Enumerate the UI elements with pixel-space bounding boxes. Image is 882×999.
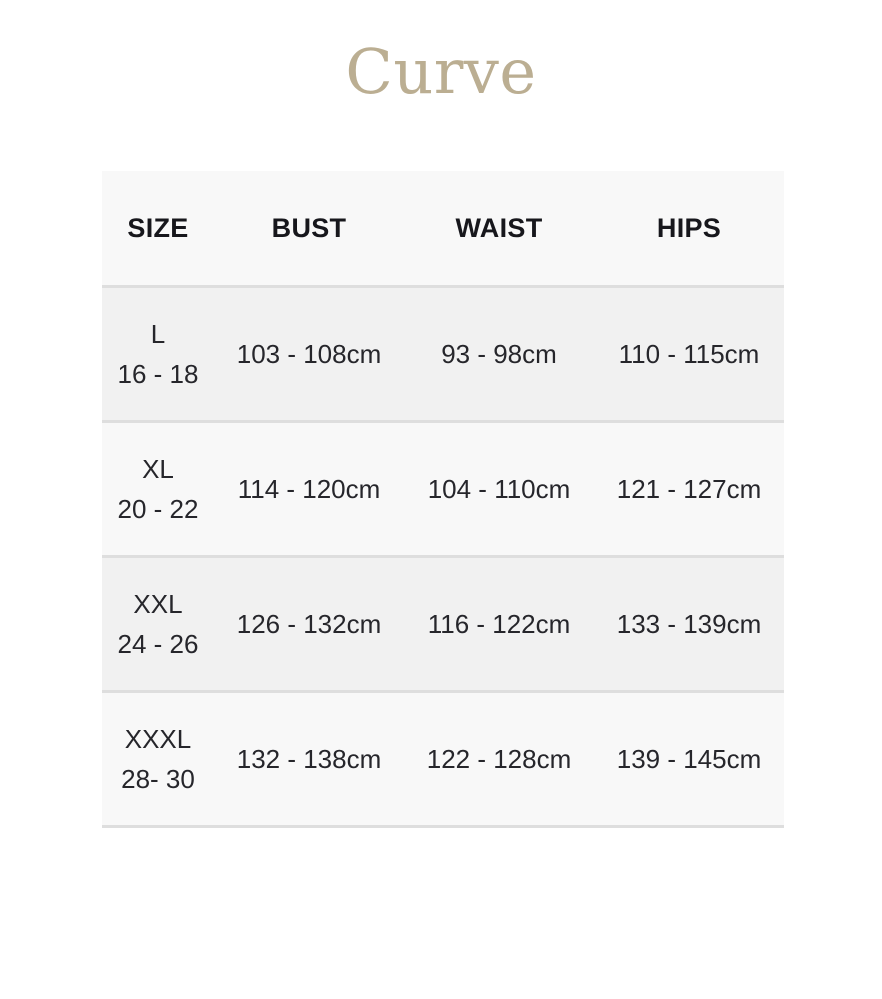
hips-value: 121 - 127cm [616,473,762,504]
uk-size-range: 16 - 18 [117,359,199,389]
size-cell [102,584,214,664]
header-size: SIZE [127,212,189,243]
bust-value: 103 - 108cm [236,338,382,369]
hips-value: 133 - 139cm [616,608,762,639]
uk-size-range: 24 - 26 [117,629,199,659]
table-row [102,558,784,693]
page-title: Curve [345,35,537,108]
size-label: XL [142,454,174,484]
table-row [102,693,784,828]
bust-value: 132 - 138cm [236,743,382,774]
waist-value: 93 - 98cm [441,338,557,369]
waist-value: 116 - 122cm [427,608,571,639]
size-label: XXL [133,589,183,619]
hips-value: 110 - 115cm [618,338,760,369]
bust-value: 126 - 132cm [236,608,382,639]
header-bust: BUST [271,212,347,243]
size-cell [102,719,214,799]
table-row [102,288,784,423]
waist-value: 122 - 128cm [426,743,572,774]
waist-value: 104 - 110cm [427,473,571,504]
size-cell [102,449,214,529]
header-waist: WAIST [455,212,543,243]
size-chart-table [102,171,784,828]
size-label: L [150,319,166,349]
uk-size-range: 20 - 22 [117,494,199,524]
hips-value: 139 - 145cm [616,743,762,774]
bust-value: 114 - 120cm [237,473,381,504]
uk-size-range: 28- 30 [121,764,195,794]
size-cell [102,314,214,394]
size-label: XXXL [124,724,192,754]
table-header-row [102,171,784,288]
table-row [102,423,784,558]
header-hips: HIPS [656,212,722,243]
